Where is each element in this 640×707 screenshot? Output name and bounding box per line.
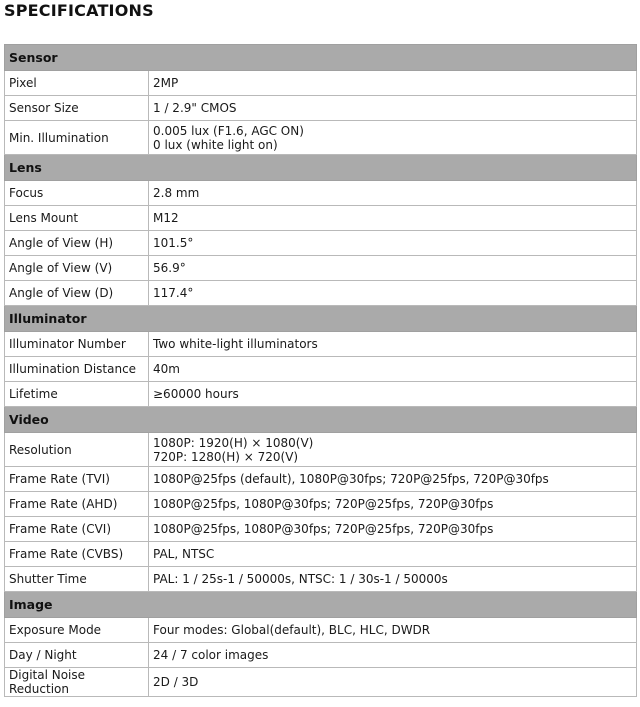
- spec-value: [149, 281, 637, 306]
- section-header-image: [5, 592, 637, 618]
- spec-value-line: 56.9°: [153, 261, 186, 275]
- spec-label: Lifetime: [5, 382, 149, 407]
- specifications-table-body: [5, 45, 637, 697]
- spec-value-line: ≥60000 hours: [153, 387, 239, 401]
- spec-value: [149, 618, 637, 643]
- spec-row: [5, 281, 637, 306]
- spec-label: Angle of View (H): [5, 231, 149, 256]
- spec-value-line: 24 / 7 color images: [153, 648, 269, 662]
- spec-row: [5, 231, 637, 256]
- section-header-illuminator: [5, 306, 637, 332]
- spec-value: [149, 71, 637, 96]
- spec-row: [5, 517, 637, 542]
- spec-row: [5, 668, 637, 697]
- spec-label: Day / Night: [5, 643, 149, 668]
- spec-value-line: 720P: 1280(H) × 720(V): [153, 449, 299, 464]
- spec-value: [149, 96, 637, 121]
- spec-value: [149, 542, 637, 567]
- spec-label: Resolution: [5, 433, 149, 467]
- spec-value-line: 2D / 3D: [153, 675, 199, 689]
- spec-row: [5, 256, 637, 281]
- spec-label: Digital Noise Reduction: [5, 668, 149, 697]
- spec-value: [149, 206, 637, 231]
- spec-row: [5, 492, 637, 517]
- spec-label: Angle of View (D): [5, 281, 149, 306]
- spec-value-line: PAL, NTSC: [153, 547, 215, 561]
- spec-row: [5, 643, 637, 668]
- spec-value: [149, 567, 637, 592]
- spec-value-line: 1080P@25fps, 1080P@30fps; 720P@25fps, 720P@30fps: [153, 522, 494, 536]
- spec-label: Frame Rate (CVI): [5, 517, 149, 542]
- spec-label: Frame Rate (TVI): [5, 467, 149, 492]
- spec-label: Focus: [5, 181, 149, 206]
- spec-value: [149, 231, 637, 256]
- section-header-sensor: [5, 45, 637, 71]
- section-header-video: [5, 407, 637, 433]
- section-header-lens: [5, 155, 637, 181]
- spec-value: [149, 382, 637, 407]
- spec-value-line: 1080P: 1920(H) × 1080(V): [153, 435, 314, 450]
- spec-value: [149, 332, 637, 357]
- spec-row: [5, 96, 637, 121]
- section-title: Video: [5, 407, 637, 433]
- spec-label: Shutter Time: [5, 567, 149, 592]
- spec-value-line: 1080P@25fps, 1080P@30fps; 720P@25fps, 720P@30fps: [153, 497, 494, 511]
- spec-value: [149, 492, 637, 517]
- spec-row: [5, 357, 637, 382]
- spec-row: [5, 181, 637, 206]
- spec-value-line: Four modes: Global(default), BLC, HLC, DWDR: [153, 623, 431, 637]
- spec-value: [149, 643, 637, 668]
- page-title: SPECIFICATIONS: [4, 1, 154, 20]
- spec-value: [149, 121, 637, 155]
- spec-row: [5, 382, 637, 407]
- spec-value-line: 40m: [153, 362, 180, 376]
- spec-row: [5, 542, 637, 567]
- spec-value-line: 2MP: [153, 76, 179, 90]
- spec-value: [149, 668, 637, 697]
- spec-label: Exposure Mode: [5, 618, 149, 643]
- spec-label: Pixel: [5, 71, 149, 96]
- spec-value-line: 101.5°: [153, 236, 194, 250]
- spec-value: [149, 357, 637, 382]
- spec-row: [5, 121, 637, 155]
- spec-label: Lens Mount: [5, 206, 149, 231]
- spec-value-line: 1 / 2.9" CMOS: [153, 101, 237, 115]
- spec-value-line: 0.005 lux (F1.6, AGC ON): [153, 123, 304, 138]
- spec-value-line: Two white-light illuminators: [153, 337, 318, 351]
- spec-label: Illuminator Number: [5, 332, 149, 357]
- spec-value: [149, 517, 637, 542]
- section-title: Image: [5, 592, 637, 618]
- spec-value-line: 117.4°: [153, 286, 194, 300]
- section-title: Lens: [5, 155, 637, 181]
- spec-row: [5, 332, 637, 357]
- spec-row: [5, 433, 637, 467]
- spec-row: [5, 71, 637, 96]
- spec-label: Sensor Size: [5, 96, 149, 121]
- spec-row: [5, 206, 637, 231]
- spec-value-line: PAL: 1 / 25s-1 / 50000s, NTSC: 1 / 30s-1 / 50000s: [153, 572, 448, 586]
- spec-label: Angle of View (V): [5, 256, 149, 281]
- spec-value-line: 2.8 mm: [153, 186, 200, 200]
- specifications-table: [4, 44, 637, 697]
- section-title: Illuminator: [5, 306, 637, 332]
- spec-value: [149, 467, 637, 492]
- spec-value-line: M12: [153, 211, 179, 225]
- spec-label: Min. Illumination: [5, 121, 149, 155]
- spec-row: [5, 567, 637, 592]
- spec-value: [149, 433, 637, 467]
- spec-value: [149, 181, 637, 206]
- spec-value-line: 1080P@25fps (default), 1080P@30fps; 720P@25fps, 720P@30fps: [153, 472, 549, 486]
- spec-row: [5, 467, 637, 492]
- spec-label: Illumination Distance: [5, 357, 149, 382]
- spec-label: Frame Rate (AHD): [5, 492, 149, 517]
- section-title: Sensor: [5, 45, 637, 71]
- spec-value-line: 0 lux (white light on): [153, 137, 278, 152]
- spec-row: [5, 618, 637, 643]
- spec-label: Frame Rate (CVBS): [5, 542, 149, 567]
- spec-value: [149, 256, 637, 281]
